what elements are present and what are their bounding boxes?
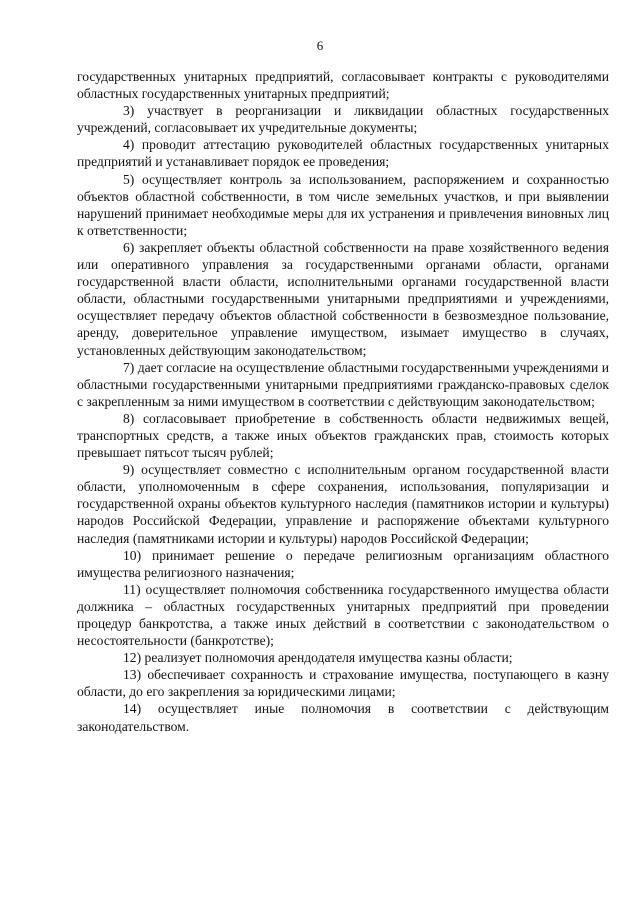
document-body xyxy=(77,68,609,735)
list-item-10: 10) принимает решение о передаче религиозным организациям областного имущества религиозного назначения; xyxy=(77,547,609,580)
page-number: 6 xyxy=(316,38,324,53)
list-item-13: 13) обеспечивает сохранность и страхование имущества, поступающего в казну области, до его закрепления за юридическими лицами; xyxy=(77,667,609,700)
list-item-7: 7) дает согласие на осуществление областными государственными учреждениями и областными государственными унитарными предприятиями гражданско-правовых сделок с закрепленным за ними имуществом в соответствии с действующим законодательством; xyxy=(77,359,609,409)
list-item-8: 8) согласовывает приобретение в собственность области недвижимых вещей, транспортных средств, а также иных объектов гражданских прав, стоимость которых превышает пятьсот тысяч рублей; xyxy=(77,410,609,461)
list-item-6: 6) закрепляет объекты областной собственности на праве хозяйственного ведения или оперативного управления за государственными органами области, органами государственной власти области, исполнительными органами государственной власти области, областными государственными унитарными предприятиями и учреждениями, осуществляет передачу объектов областной собственности в безвозмездное пользование, аренду, доверительное управление имуществом, изымает имущество в случаях, установленных действующим законодательством; xyxy=(77,239,609,358)
list-item-5: 5) осуществляет контроль за использованием, распоряжением и сохранностью объектов областной собственности, в том числе земельных участков, и при выявлении нарушений принимает необходимые меры для их устранения и привлечения виновных лиц к ответственности; xyxy=(77,171,609,238)
list-item-14: 14) осуществляет иные полномочия в соответствии с действующим законодательством. xyxy=(77,701,609,734)
list-item-4: 4) проводит аттестацию руководителей областных государственных унитарных предприятий и устанавливает порядок ее проведения; xyxy=(77,137,609,170)
paragraph-continuation: государственных унитарных предприятий, согласовывает контракты с руководителями областных государственных унитарных предприятий; xyxy=(77,69,609,102)
list-item-9: 9) осуществляет совместно с исполнительным органом государственной власти области, уполномоченным в сфере сохранения, использования, популяризации и государственной охраны объектов культурного наследия (памятников истории и культуры) народов Российской Федерации, управление и распоряжение объектами культурного наследия (памятниками истории и культуры) народов Российской Федерации; xyxy=(77,462,609,546)
list-item-3: 3) участвует в реорганизации и ликвидации областных государственных учреждений, согласовывает их учредительные документы; xyxy=(77,103,609,136)
list-item-12: 12) реализует полномочия арендодателя имущества казны области; xyxy=(123,650,513,666)
list-item-11: 11) осуществляет полномочия собственника государственного имущества области должника – областных государственных унитарных предприятий при проведении процедур банкротства, а также иных действий в соответствии с законодательством о несостоятельности (банкротстве); xyxy=(77,581,609,649)
